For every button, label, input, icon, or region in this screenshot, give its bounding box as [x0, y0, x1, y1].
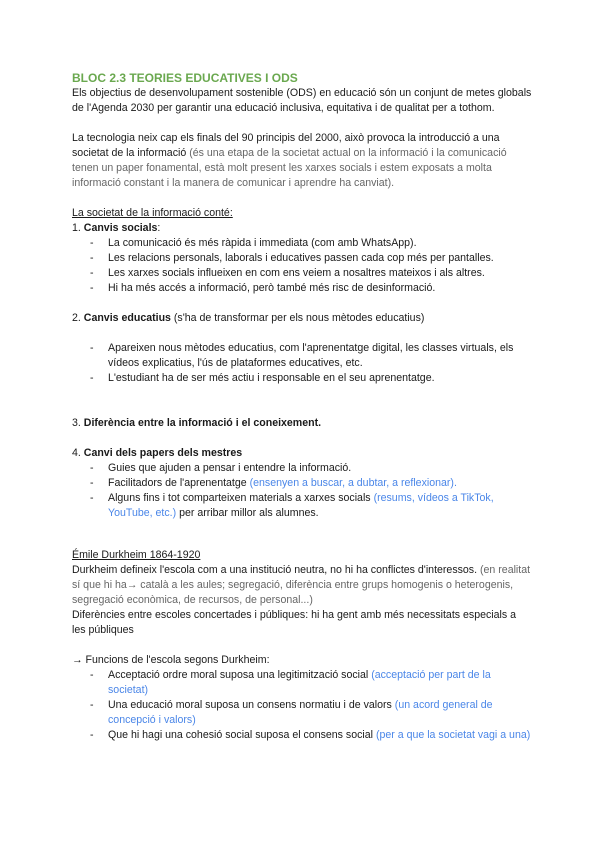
section-1-list	[72, 236, 532, 296]
functions-list	[72, 668, 532, 743]
society-heading: La societat de la informació conté:	[72, 207, 233, 219]
dash-marker: -	[90, 729, 94, 741]
section-3-heading	[72, 416, 532, 431]
list-item	[72, 698, 532, 728]
list-item	[72, 476, 532, 491]
list-item-note: (resums, vídeos a TikTok, YouTube, etc.)	[108, 492, 494, 519]
list-item-text: Apareixen nous mètodes educatius, com l'aprenentatge digital, les classes virtuals, els vídeos explicatius, l'ús de plataformes educatives, etc.	[108, 342, 514, 369]
durkheim-main-text: Durkheim defineix l'escola com a una institució neutra, no hi ha conflictes d'interessos.	[72, 564, 478, 576]
section-4-number: 4.	[72, 447, 81, 459]
section-2-list	[72, 341, 532, 386]
list-item-text: Les xarxes socials influeixen en com ens veiem a nosaltres mateixos i als altres.	[108, 267, 485, 279]
durkheim-heading: Émile Durkheim 1864-1920	[72, 549, 201, 561]
list-item-text: La comunicació és més ràpida i immediata (com amb WhatsApp).	[108, 237, 417, 249]
section-2-number: 2.	[72, 312, 81, 324]
list-item	[72, 371, 532, 386]
list-item-text: Les relacions personals, laborals i educatives passen cada cop més per pantalles.	[108, 252, 494, 264]
section-4-title: Canvi dels papers dels mestres	[83, 447, 243, 459]
list-item-text: Facilitadors de l'aprenentatge	[108, 477, 247, 489]
section-1-colon: :	[157, 222, 161, 234]
list-item	[72, 266, 532, 281]
list-item-text: L'estudiant ha de ser més actiu i responsable en el seu aprenentatge.	[108, 372, 435, 384]
list-item	[72, 251, 532, 266]
list-item-text: Acceptació ordre moral suposa una legitimització social	[108, 669, 369, 681]
list-item-note: (un acord general de concepció i valors)	[108, 699, 493, 726]
dash-marker: -	[90, 699, 94, 711]
list-item	[72, 341, 532, 371]
dash-marker: -	[90, 252, 94, 264]
dash-marker: -	[90, 462, 94, 474]
dash-marker: -	[90, 669, 94, 681]
list-item-text: Una educació moral suposa un consens normatiu i de valors	[108, 699, 392, 711]
dash-marker: -	[90, 267, 94, 279]
document-content	[72, 71, 532, 743]
list-item-text: Guies que ajuden a pensar i entendre la informació.	[108, 462, 352, 474]
technology-paragraph	[72, 131, 532, 191]
list-item	[72, 668, 532, 698]
list-item-note: (per a que la societat vagi a una)	[375, 729, 531, 741]
section-4-heading	[72, 446, 532, 461]
dash-marker: -	[90, 492, 94, 504]
dash-marker: -	[90, 237, 94, 249]
section-2-subtitle: (s'ha de transformar per els nous mètodes educatius)	[173, 312, 425, 324]
functions-heading: → Funcions de l'escola segons Durkheim:	[72, 654, 270, 666]
page-title: BLOC 2.3 TEORIES EDUCATIVES I ODS	[72, 71, 298, 85]
list-item-continuation: per arribar millor als alumnes.	[179, 507, 319, 519]
list-item	[72, 461, 532, 476]
list-item-text: Hi ha més accés a informació, però també més risc de desinformació.	[108, 282, 436, 294]
list-item	[72, 728, 532, 743]
section-1-heading	[72, 221, 532, 236]
section-1-number: 1.	[72, 222, 81, 234]
section-2-heading	[72, 311, 532, 326]
durkheim-aside-text: (en realitat sí que hi ha→ català a les aules; segregació, diferència entre grups homogenis o heterogenis, segregació econòmica, de recursos, de personal...)	[72, 564, 531, 606]
list-item-note: (ensenyen a buscar, a dubtar, a reflexionar).	[249, 477, 457, 489]
section-2-title: Canvis educatius	[83, 312, 171, 324]
list-item-note: (acceptació per part de la societat)	[108, 669, 491, 696]
list-item	[72, 491, 532, 521]
list-item	[72, 236, 532, 251]
durkheim-paragraph-2: Diferències entre escoles concertades i públiques: hi ha gent amb més necessitats especials a les públiques	[72, 609, 517, 636]
durkheim-paragraph-1	[72, 563, 532, 608]
section-4-list	[72, 461, 532, 521]
section-3-number: 3.	[72, 417, 81, 429]
dash-marker: -	[90, 282, 94, 294]
intro-paragraph: Els objectius de desenvolupament sostenible (ODS) en educació són un conjunt de metes globals de l'Agenda 2030 per garantir una educació inclusiva, equitativa i de qualitat per a tothom.	[72, 87, 532, 114]
technology-main-text: La tecnologia neix cap els finals del 90 principis del 2000, això provoca la introducció a una societat de la informació	[72, 132, 500, 159]
dash-marker: -	[90, 372, 94, 384]
section-3-title: Diferència entre la informació i el coneixement.	[83, 417, 322, 429]
section-1-title: Canvis socials	[83, 222, 158, 234]
list-item-text: Alguns fins i tot comparteixen materials a xarxes socials	[108, 492, 371, 504]
dash-marker: -	[90, 342, 94, 354]
list-item	[72, 281, 532, 296]
dash-marker: -	[90, 477, 94, 489]
list-item-text: Que hi hagi una cohesió social suposa el consens social	[108, 729, 374, 741]
technology-aside-text: (és una etapa de la societat actual on la informació i la comunicació tenen un paper fonamental, està molt present les xarxes socials i estem exposats a molta informació constant i la manera de comunicar i aprendre ha canviat).	[72, 147, 507, 189]
